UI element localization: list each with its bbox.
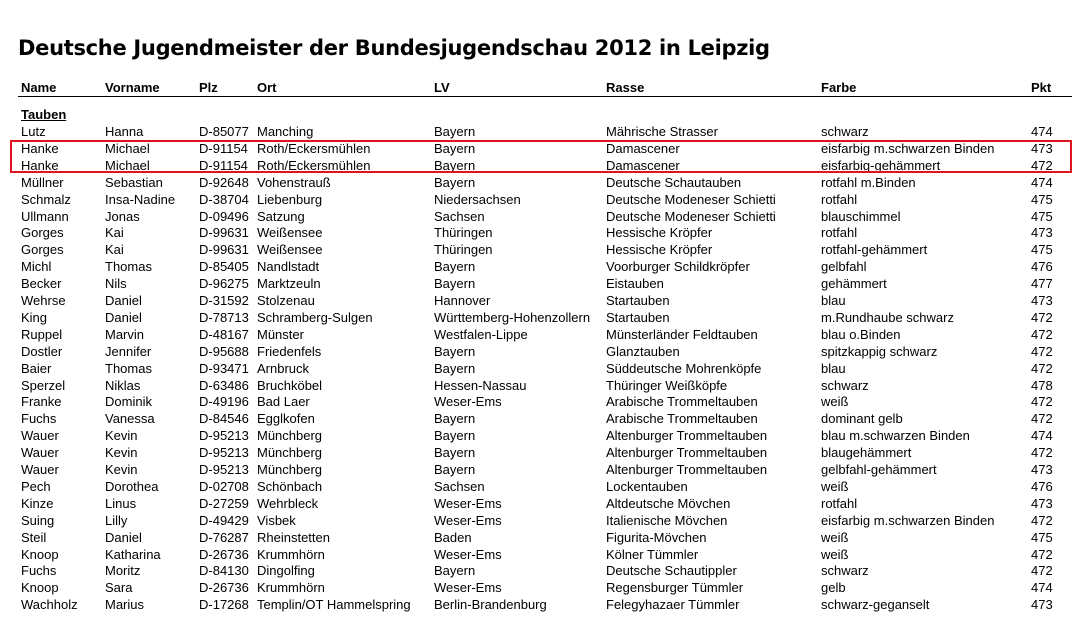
table-row <box>0 597 1088 614</box>
cell-farbe: schwarz <box>821 124 869 139</box>
cell-plz: D-95688 <box>199 343 249 359</box>
table-row <box>0 496 1088 513</box>
cell-pkt: 474 <box>1031 174 1053 190</box>
cell-pkt: 473 <box>1031 495 1053 511</box>
cell-lv: Bayern <box>434 343 476 359</box>
cell-name: Pech <box>21 478 51 494</box>
cell-vorname: Daniel <box>105 529 142 545</box>
cell-name: Ullmann <box>21 208 69 224</box>
cell-rasse: Hessische Kröpfer <box>606 225 713 241</box>
cell-farbe: schwarz <box>821 563 869 579</box>
cell-farbe: eisfarbig m.schwarzen Binden <box>821 140 995 156</box>
cell-name: Wachholz <box>21 597 78 613</box>
cell-lv: Weser-Ems <box>434 495 502 511</box>
cell-ort: Rheinstetten <box>257 529 330 545</box>
cell-vorname: Kevin <box>105 445 138 461</box>
cell-rasse: Altdeutsche Mövchen <box>606 495 731 511</box>
cell-ort: Egglkofen <box>257 411 315 427</box>
cell-name: Franke <box>21 394 62 410</box>
cell-rasse: Arabische Trommeltauben <box>606 394 758 410</box>
cell-lv: Bayern <box>434 360 476 376</box>
cell-plz: D-49196 <box>199 394 249 410</box>
table-row <box>0 225 1088 242</box>
cell-plz: D-48167 <box>199 326 249 342</box>
table-row <box>0 479 1088 496</box>
cell-farbe: schwarz-geganselt <box>821 597 930 613</box>
cell-vorname: Dorothea <box>105 478 159 494</box>
cell-pkt: 476 <box>1031 259 1053 275</box>
cell-plz: D-85405 <box>199 259 249 275</box>
table-row <box>0 293 1088 310</box>
cell-rasse: Deutsche Modeneser Schietti <box>606 208 776 224</box>
cell-name: Hanke <box>21 157 59 173</box>
cell-plz: D-84546 <box>199 411 249 427</box>
table-row <box>0 411 1088 428</box>
cell-vorname: Thomas <box>105 360 152 376</box>
cell-vorname: Katharina <box>105 546 161 562</box>
cell-farbe: dominant gelb <box>821 411 903 427</box>
cell-farbe: eisfarbig m.schwarzen Binden <box>821 512 995 528</box>
cell-lv: Bayern <box>434 411 476 427</box>
cell-lv: Baden <box>434 529 472 545</box>
cell-plz: D-27259 <box>199 495 249 511</box>
cell-vorname: Kevin <box>105 462 138 477</box>
cell-name: Suing <box>21 512 55 528</box>
cell-name: Wauer <box>21 445 59 461</box>
cell-pkt: 473 <box>1031 293 1053 308</box>
cell-vorname: Michael <box>105 157 150 173</box>
cell-name: Baier <box>21 360 52 376</box>
cell-pkt: 472 <box>1031 411 1053 427</box>
cell-lv: Bayern <box>434 276 476 292</box>
table-row <box>0 259 1088 276</box>
cell-ort: Stolzenau <box>257 293 315 308</box>
cell-vorname: Kai <box>105 225 124 241</box>
cell-ort: Liebenburg <box>257 191 323 207</box>
cell-farbe: blau <box>821 293 846 308</box>
cell-name: Wauer <box>21 462 59 477</box>
cell-rasse: Altenburger Trommeltauben <box>606 428 768 444</box>
cell-ort: Nandlstadt <box>257 259 320 275</box>
cell-pkt: 472 <box>1031 343 1053 359</box>
cell-pkt: 474 <box>1031 124 1053 139</box>
column-header-lv: LV <box>434 80 450 95</box>
cell-ort: Bruchköbel <box>257 377 323 393</box>
table-row <box>0 310 1088 327</box>
cell-plz: D-95213 <box>199 445 249 461</box>
cell-rasse: Deutsche Schautippler <box>606 563 737 579</box>
table-row <box>0 462 1088 479</box>
cell-name: Kinze <box>21 495 54 511</box>
cell-rasse: Hessische Kröpfer <box>606 242 713 258</box>
cell-plz: D-85077 <box>199 124 249 139</box>
cell-vorname: Lilly <box>105 512 128 528</box>
table-row <box>0 361 1088 378</box>
cell-plz: D-93471 <box>199 360 249 376</box>
cell-rasse: Glanztauben <box>606 343 680 359</box>
cell-farbe: gelbfahl-gehämmert <box>821 462 937 477</box>
cell-rasse: Eistauben <box>606 276 664 292</box>
cell-plz: D-26736 <box>199 546 249 562</box>
cell-lv: Westfalen-Lippe <box>434 326 528 342</box>
cell-ort: Manching <box>257 124 314 139</box>
cell-rasse: Deutsche Schautauben <box>606 174 742 190</box>
cell-pkt: 472 <box>1031 326 1053 342</box>
cell-ort: Roth/Eckersmühlen <box>257 140 371 156</box>
table-row <box>0 276 1088 293</box>
cell-name: King <box>21 309 48 325</box>
cell-pkt: 475 <box>1031 208 1053 224</box>
cell-pkt: 472 <box>1031 546 1053 562</box>
cell-farbe: blau m.schwarzen Binden <box>821 428 970 444</box>
cell-pkt: 472 <box>1031 309 1053 325</box>
cell-farbe: schwarz <box>821 377 869 393</box>
cell-ort: Dingolfing <box>257 563 315 579</box>
cell-vorname: Sebastian <box>105 174 163 190</box>
column-header-rasse: Rasse <box>606 80 645 95</box>
cell-farbe: blaugehämmert <box>821 445 912 461</box>
cell-farbe: blauschimmel <box>821 208 901 224</box>
table-row <box>0 209 1088 226</box>
cell-plz: D-02708 <box>199 478 249 494</box>
cell-farbe: m.Rundhaube schwarz <box>821 309 954 325</box>
cell-plz: D-31592 <box>199 293 249 308</box>
cell-ort: Weißensee <box>257 242 323 258</box>
table-row <box>0 327 1088 344</box>
cell-vorname: Vanessa <box>105 411 155 427</box>
cell-farbe: rotfahl <box>821 191 858 207</box>
cell-farbe: gelbfahl <box>821 259 867 275</box>
cell-rasse: Thüringer Weißköpfe <box>606 377 728 393</box>
cell-ort: Friedenfels <box>257 343 322 359</box>
cell-name: Knoop <box>21 580 59 596</box>
cell-plz: D-49429 <box>199 512 249 528</box>
cell-ort: Vohenstrauß <box>257 174 331 190</box>
column-header-name: Name <box>21 80 57 95</box>
cell-ort: Münchberg <box>257 445 323 461</box>
table-row <box>0 242 1088 259</box>
cell-farbe: spitzkappig schwarz <box>821 343 938 359</box>
cell-pkt: 478 <box>1031 377 1053 393</box>
cell-vorname: Kai <box>105 242 124 258</box>
cell-lv: Niedersachsen <box>434 191 521 207</box>
cell-lv: Württemberg-Hohenzollern <box>434 309 591 325</box>
table-row <box>0 513 1088 530</box>
cell-name: Hanke <box>21 140 59 156</box>
cell-pkt: 476 <box>1031 478 1053 494</box>
cell-farbe: eisfarbig-gehämmert <box>821 157 941 173</box>
cell-rasse: Figurita-Mövchen <box>606 529 707 545</box>
cell-lv: Hessen-Nassau <box>434 377 527 393</box>
cell-name: Steil <box>21 529 47 545</box>
cell-ort: Krummhörn <box>257 580 325 596</box>
cell-lv: Hannover <box>434 293 491 308</box>
cell-plz: D-95213 <box>199 462 249 477</box>
cell-farbe: rotfahl <box>821 495 858 511</box>
cell-rasse: Damascener <box>606 157 680 173</box>
cell-name: Wehrse <box>21 293 66 308</box>
cell-plz: D-38704 <box>199 191 249 207</box>
table-header <box>0 80 1088 96</box>
table-row <box>0 192 1088 209</box>
cell-vorname: Marvin <box>105 326 145 342</box>
cell-farbe: rotfahl <box>821 225 858 241</box>
column-header-pkt: Pkt <box>1031 80 1052 95</box>
cell-farbe: weiß <box>821 394 849 410</box>
cell-lv: Bayern <box>434 462 476 477</box>
cell-vorname: Marius <box>105 597 145 613</box>
cell-lv: Sachsen <box>434 478 485 494</box>
cell-pkt: 477 <box>1031 276 1053 292</box>
cell-vorname: Michael <box>105 140 150 156</box>
cell-name: Schmalz <box>21 191 71 207</box>
cell-vorname: Hanna <box>105 124 144 139</box>
cell-plz: D-91154 <box>199 157 248 173</box>
cell-ort: Münchberg <box>257 462 323 477</box>
cell-rasse: Deutsche Modeneser Schietti <box>606 191 776 207</box>
cell-lv: Weser-Ems <box>434 394 502 410</box>
column-header-farbe: Farbe <box>821 80 857 95</box>
cell-plz: D-95213 <box>199 428 249 444</box>
cell-lv: Bayern <box>434 563 476 579</box>
cell-ort: Arnbruck <box>257 360 310 376</box>
cell-plz: D-63486 <box>199 377 249 393</box>
table-row <box>0 344 1088 361</box>
cell-rasse: Mährische Strasser <box>606 124 718 139</box>
cell-name: Dostler <box>21 343 63 359</box>
cell-farbe: weiß <box>821 546 849 562</box>
cell-pkt: 475 <box>1031 242 1053 258</box>
cell-pkt: 474 <box>1031 428 1053 444</box>
table-row <box>0 428 1088 445</box>
cell-rasse: Startauben <box>606 309 670 325</box>
cell-vorname: Dominik <box>105 394 152 410</box>
cell-plz: D-76287 <box>199 529 249 545</box>
cell-plz: D-09496 <box>199 208 249 224</box>
cell-lv: Bayern <box>434 174 476 190</box>
cell-rasse: Lockentauben <box>606 478 688 494</box>
column-header-plz: Plz <box>199 80 218 95</box>
cell-ort: Roth/Eckersmühlen <box>257 157 371 173</box>
cell-ort: Bad Laer <box>257 394 310 410</box>
cell-pkt: 475 <box>1031 191 1053 207</box>
cell-plz: D-92648 <box>199 174 249 190</box>
cell-rasse: Altenburger Trommeltauben <box>606 462 768 477</box>
cell-vorname: Jonas <box>105 208 140 224</box>
cell-pkt: 473 <box>1031 140 1053 156</box>
cell-vorname: Nils <box>105 276 127 292</box>
cell-vorname: Sara <box>105 580 133 596</box>
cell-ort: Satzung <box>257 208 305 224</box>
table-row <box>0 378 1088 395</box>
cell-name: Lutz <box>21 124 46 139</box>
highlight-box <box>10 140 1072 173</box>
column-header-ort: Ort <box>257 80 277 95</box>
cell-lv: Thüringen <box>434 225 493 241</box>
cell-rasse: Damascener <box>606 140 680 156</box>
cell-pkt: 472 <box>1031 157 1053 173</box>
cell-vorname: Jennifer <box>105 343 152 359</box>
cell-farbe: gelb <box>821 580 846 596</box>
cell-lv: Weser-Ems <box>434 580 502 596</box>
page-title: Deutsche Jugendmeister der Bundesjugendschau 2012 in Leipzig <box>18 36 770 60</box>
cell-rasse: Regensburger Tümmler <box>606 580 744 596</box>
cell-farbe: weiß <box>821 478 849 494</box>
cell-name: Becker <box>21 276 62 292</box>
cell-ort: Schramberg-Sulgen <box>257 309 373 325</box>
cell-plz: D-78713 <box>199 309 249 325</box>
table-row <box>0 445 1088 462</box>
cell-name: Fuchs <box>21 411 57 427</box>
cell-name: Wauer <box>21 428 59 444</box>
cell-ort: Krummhörn <box>257 546 325 562</box>
cell-name: Michl <box>21 259 52 275</box>
cell-ort: Schönbach <box>257 478 323 494</box>
cell-ort: Marktzeuln <box>257 276 321 292</box>
cell-pkt: 475 <box>1031 529 1053 545</box>
cell-vorname: Kevin <box>105 428 138 444</box>
cell-pkt: 472 <box>1031 512 1053 528</box>
cell-vorname: Linus <box>105 495 137 511</box>
cell-name: Fuchs <box>21 563 57 579</box>
cell-plz: D-99631 <box>199 242 249 258</box>
cell-rasse: Italienische Mövchen <box>606 512 728 528</box>
cell-lv: Thüringen <box>434 242 493 258</box>
header-divider <box>18 96 1072 97</box>
cell-lv: Weser-Ems <box>434 512 502 528</box>
cell-rasse: Münsterländer Feldtauben <box>606 326 758 342</box>
cell-rasse: Felegyhazaer Tümmler <box>606 597 740 613</box>
cell-farbe: gehämmert <box>821 276 887 292</box>
cell-vorname: Daniel <box>105 309 142 325</box>
cell-name: Sperzel <box>21 377 66 393</box>
cell-rasse: Arabische Trommeltauben <box>606 411 758 427</box>
cell-lv: Bayern <box>434 445 476 461</box>
cell-lv: Bayern <box>434 140 476 156</box>
cell-plz: D-99631 <box>199 225 249 241</box>
cell-lv: Bayern <box>434 428 476 444</box>
cell-plz: D-91154 <box>199 140 248 156</box>
cell-ort: Wehrbleck <box>257 495 319 511</box>
cell-lv: Bayern <box>434 157 476 173</box>
cell-pkt: 472 <box>1031 360 1053 376</box>
cell-farbe: rotfahl-gehämmert <box>821 242 928 258</box>
cell-name: Gorges <box>21 242 64 258</box>
cell-ort: Weißensee <box>257 225 323 241</box>
cell-lv: Bayern <box>434 259 476 275</box>
cell-lv: Weser-Ems <box>434 546 502 562</box>
cell-farbe: rotfahl m.Binden <box>821 174 916 190</box>
cell-rasse: Voorburger Schildkröpfer <box>606 259 750 275</box>
cell-pkt: 473 <box>1031 597 1053 613</box>
cell-lv: Bayern <box>434 124 476 139</box>
table-row <box>0 124 1088 141</box>
cell-farbe: blau o.Binden <box>821 326 901 342</box>
cell-name: Ruppel <box>21 326 63 342</box>
cell-pkt: 473 <box>1031 462 1053 477</box>
table-row <box>0 175 1088 192</box>
cell-vorname: Niklas <box>105 377 141 393</box>
table-row <box>0 563 1088 580</box>
table-row <box>0 394 1088 411</box>
cell-lv: Berlin-Brandenburg <box>434 597 547 613</box>
cell-rasse: Kölner Tümmler <box>606 546 699 562</box>
cell-plz: D-84130 <box>199 563 249 579</box>
cell-name: Müllner <box>21 174 64 190</box>
cell-ort: Münchberg <box>257 428 323 444</box>
cell-vorname: Daniel <box>105 293 142 308</box>
cell-plz: D-17268 <box>199 597 249 613</box>
cell-pkt: 472 <box>1031 445 1053 461</box>
cell-rasse: Altenburger Trommeltauben <box>606 445 768 461</box>
cell-pkt: 472 <box>1031 563 1053 579</box>
table-row <box>0 547 1088 564</box>
table-row <box>0 530 1088 547</box>
cell-plz: D-96275 <box>199 276 249 292</box>
cell-ort: Münster <box>257 326 304 342</box>
cell-vorname: Insa-Nadine <box>105 191 176 207</box>
table-row <box>0 580 1088 597</box>
cell-pkt: 473 <box>1031 225 1053 241</box>
cell-rasse: Süddeutsche Mohrenköpfe <box>606 360 762 376</box>
cell-rasse: Startauben <box>606 293 670 308</box>
cell-vorname: Moritz <box>105 563 141 579</box>
cell-lv: Sachsen <box>434 208 485 224</box>
cell-ort: Templin/OT Hammelspring <box>257 597 411 613</box>
section-label: Tauben <box>21 107 67 122</box>
cell-farbe: weiß <box>821 529 849 545</box>
cell-name: Gorges <box>21 225 64 241</box>
cell-pkt: 474 <box>1031 580 1053 596</box>
cell-vorname: Thomas <box>105 259 152 275</box>
column-header-vorname: Vorname <box>105 80 160 95</box>
cell-name: Knoop <box>21 546 59 562</box>
cell-plz: D-26736 <box>199 580 249 596</box>
cell-pkt: 472 <box>1031 394 1053 410</box>
cell-farbe: blau <box>821 360 846 376</box>
cell-ort: Visbek <box>257 512 296 528</box>
